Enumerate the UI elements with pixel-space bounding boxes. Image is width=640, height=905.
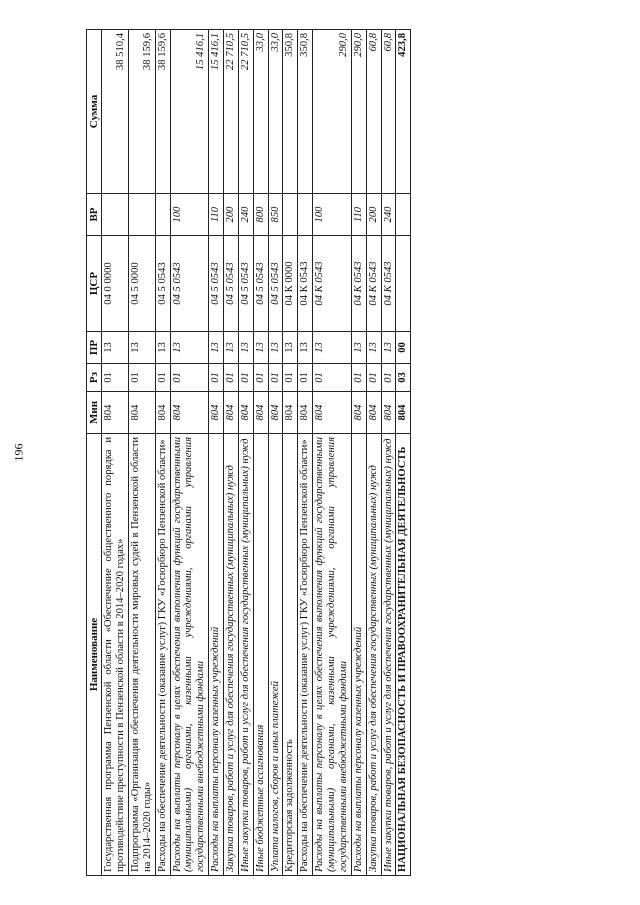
cell-name: Кредиторская задолженность: [283, 434, 298, 876]
cell-csr: 04 5 0543: [224, 236, 239, 332]
cell-name: Иные закупки товаров, работ и услуг для обеспечения государственных (муниципальных) нужд: [381, 434, 396, 876]
cell-rz: 01: [283, 364, 298, 392]
table-row: [298, 30, 313, 876]
cell-min: 804: [238, 392, 253, 434]
cell-vr: [129, 194, 156, 236]
cell-rz: 01: [209, 364, 224, 392]
cell-rz: 01: [155, 364, 170, 392]
cell-csr: [396, 236, 411, 332]
cell-sum: 15 416,1: [209, 30, 224, 194]
table-row: [366, 30, 381, 876]
cell-vr: 240: [381, 194, 396, 236]
cell-min: 804: [170, 392, 209, 434]
cell-min: 804: [209, 392, 224, 434]
header-csr: ЦСР: [87, 236, 102, 332]
cell-min: 804: [366, 392, 381, 434]
cell-vr: 110: [209, 194, 224, 236]
cell-vr: [102, 194, 129, 236]
cell-csr: 04 0 0000: [102, 236, 129, 332]
cell-pr: 13: [170, 332, 209, 364]
cell-name: Государственная программа Пензенской области «Обеспечение общественного порядка и противодействие преступности в Пензенской области в 2014–2020 годах»: [102, 434, 129, 876]
cell-sum: 33,0: [253, 30, 268, 194]
cell-pr: 13: [224, 332, 239, 364]
cell-min: 804: [396, 392, 411, 434]
cell-sum: 290,0: [313, 30, 352, 194]
cell-rz: 01: [366, 364, 381, 392]
cell-vr: [283, 194, 298, 236]
cell-min: 804: [298, 392, 313, 434]
cell-min: 804: [381, 392, 396, 434]
cell-name: Расходы на выплаты персоналу в целях обеспечения выполнения функций государственными (муниципальными) органами, казенными учреждениями, органами управления государственными внебюджетными фондами: [313, 434, 352, 876]
cell-name: Иные закупки товаров, работ и услуг для обеспечения государственных (муниципальных) нужд: [238, 434, 253, 876]
cell-vr: 200: [224, 194, 239, 236]
cell-csr: 04 5 0543: [253, 236, 268, 332]
cell-csr: 04 К 0543: [366, 236, 381, 332]
table-row: [268, 30, 283, 876]
page-number: 196: [11, 443, 26, 462]
cell-min: 804: [268, 392, 283, 434]
cell-sum: 290,0: [351, 30, 366, 194]
cell-min: 804: [253, 392, 268, 434]
cell-sum: 60,8: [366, 30, 381, 194]
table-row: [381, 30, 396, 876]
cell-vr: [298, 194, 313, 236]
header-name: Наименование: [87, 434, 102, 876]
cell-rz: 01: [170, 364, 209, 392]
cell-pr: 13: [268, 332, 283, 364]
cell-min: 804: [283, 392, 298, 434]
cell-csr: 04 5 0543: [268, 236, 283, 332]
cell-csr: 04 К 0543: [351, 236, 366, 332]
cell-pr: 13: [351, 332, 366, 364]
cell-vr: 110: [351, 194, 366, 236]
cell-csr: 04 К 0543: [313, 236, 352, 332]
header-rz: Рз: [87, 364, 102, 392]
cell-sum: 15 416,1: [170, 30, 209, 194]
cell-name: Расходы на обеспечение деятельности (оказание услуг) ГКУ «Госюрбюро Пензенской области»: [155, 434, 170, 876]
cell-pr: 13: [381, 332, 396, 364]
table-row: [170, 30, 209, 876]
cell-pr: 13: [102, 332, 129, 364]
cell-rz: 03: [396, 364, 411, 392]
cell-pr: 13: [283, 332, 298, 364]
cell-rz: 01: [298, 364, 313, 392]
cell-rz: 01: [313, 364, 352, 392]
cell-csr: 04 5 0543: [209, 236, 224, 332]
cell-pr: 13: [155, 332, 170, 364]
header-pr: ПР: [87, 332, 102, 364]
cell-sum: 423,8: [396, 30, 411, 194]
cell-name: Расходы на выплаты персоналу казенных учреждений: [209, 434, 224, 876]
table-row: [102, 30, 129, 876]
cell-pr: 13: [209, 332, 224, 364]
cell-csr: 04 5 0000: [129, 236, 156, 332]
table-row: [283, 30, 298, 876]
cell-pr: 00: [396, 332, 411, 364]
cell-rz: 01: [102, 364, 129, 392]
cell-pr: 13: [253, 332, 268, 364]
cell-rz: 01: [238, 364, 253, 392]
cell-sum: 350,8: [298, 30, 313, 194]
cell-rz: 01: [129, 364, 156, 392]
cell-vr: 100: [313, 194, 352, 236]
cell-pr: 13: [129, 332, 156, 364]
cell-vr: 850: [268, 194, 283, 236]
cell-vr: 100: [170, 194, 209, 236]
cell-sum: 350,8: [283, 30, 298, 194]
cell-rz: 01: [351, 364, 366, 392]
cell-csr: 04 К 0543: [298, 236, 313, 332]
cell-sum: 38 510,4: [102, 30, 129, 194]
table-row: [313, 30, 352, 876]
cell-sum: 22 710,5: [238, 30, 253, 194]
cell-rz: 01: [253, 364, 268, 392]
rotated-table-container: [86, 30, 586, 876]
cell-csr: 04 К 0543: [381, 236, 396, 332]
cell-min: 804: [129, 392, 156, 434]
table-row: [129, 30, 156, 876]
cell-vr: 800: [253, 194, 268, 236]
table-row: [209, 30, 224, 876]
header-min: Мин: [87, 392, 102, 434]
cell-vr: [396, 194, 411, 236]
cell-name: Иные бюджетные ассигнования: [253, 434, 268, 876]
cell-name: Подпрограмма «Организация обеспечения деятельности мировых судей в Пензенской области на 2014–2020 годы»: [129, 434, 156, 876]
page-number-strip: [0, 0, 38, 905]
cell-sum: 38 159,6: [155, 30, 170, 194]
cell-sum: 60,8: [381, 30, 396, 194]
cell-min: 804: [155, 392, 170, 434]
header-row: [87, 30, 102, 876]
cell-pr: 13: [298, 332, 313, 364]
cell-vr: [155, 194, 170, 236]
table-body: [102, 30, 411, 876]
header-vr: ВР: [87, 194, 102, 236]
cell-csr: 04 К 0000: [283, 236, 298, 332]
cell-name: Уплата налогов, сборов и иных платежей: [268, 434, 283, 876]
header-sum: Сумма: [87, 30, 102, 194]
table-row: [224, 30, 239, 876]
table-row: [155, 30, 170, 876]
cell-vr: 240: [238, 194, 253, 236]
cell-min: 804: [102, 392, 129, 434]
table-row: [238, 30, 253, 876]
table-row: [253, 30, 268, 876]
table-row: [396, 30, 411, 876]
cell-pr: 13: [366, 332, 381, 364]
cell-vr: 200: [366, 194, 381, 236]
cell-min: 804: [224, 392, 239, 434]
cell-min: 804: [313, 392, 352, 434]
cell-min: 804: [351, 392, 366, 434]
cell-name: Закупка товаров, работ и услуг для обеспечения государственных (муниципальных) нужд: [366, 434, 381, 876]
cell-pr: 13: [313, 332, 352, 364]
cell-sum: 33,0: [268, 30, 283, 194]
cell-name: Расходы на выплаты персоналу в целях обеспечения выполнения функций государственными (муниципальными) органами, казенными учреждениями, органами управления государственными внебюджетными фондами: [170, 434, 209, 876]
cell-name: Расходы на обеспечение деятельности (оказание услуг) ГКУ «Госюрбюро Пензенской области»: [298, 434, 313, 876]
cell-pr: 13: [238, 332, 253, 364]
cell-sum: 38 159,6: [129, 30, 156, 194]
cell-rz: 01: [268, 364, 283, 392]
table-row: [351, 30, 366, 876]
budget-table: [86, 29, 411, 876]
cell-name: НАЦИОНАЛЬНАЯ БЕЗОПАСНОСТЬ И ПРАВООХРАНИТЕЛЬНАЯ ДЕЯТЕЛЬНОСТЬ: [396, 434, 411, 876]
cell-name: Расходы на выплаты персоналу казенных учреждений: [351, 434, 366, 876]
cell-csr: 04 5 0543: [155, 236, 170, 332]
cell-sum: 22 710,5: [224, 30, 239, 194]
cell-name: Закупка товаров, работ и услуг для обеспечения государственных (муниципальных) нужд: [224, 434, 239, 876]
cell-rz: 01: [224, 364, 239, 392]
cell-rz: 01: [381, 364, 396, 392]
cell-csr: 04 5 0543: [238, 236, 253, 332]
cell-csr: 04 5 0543: [170, 236, 209, 332]
